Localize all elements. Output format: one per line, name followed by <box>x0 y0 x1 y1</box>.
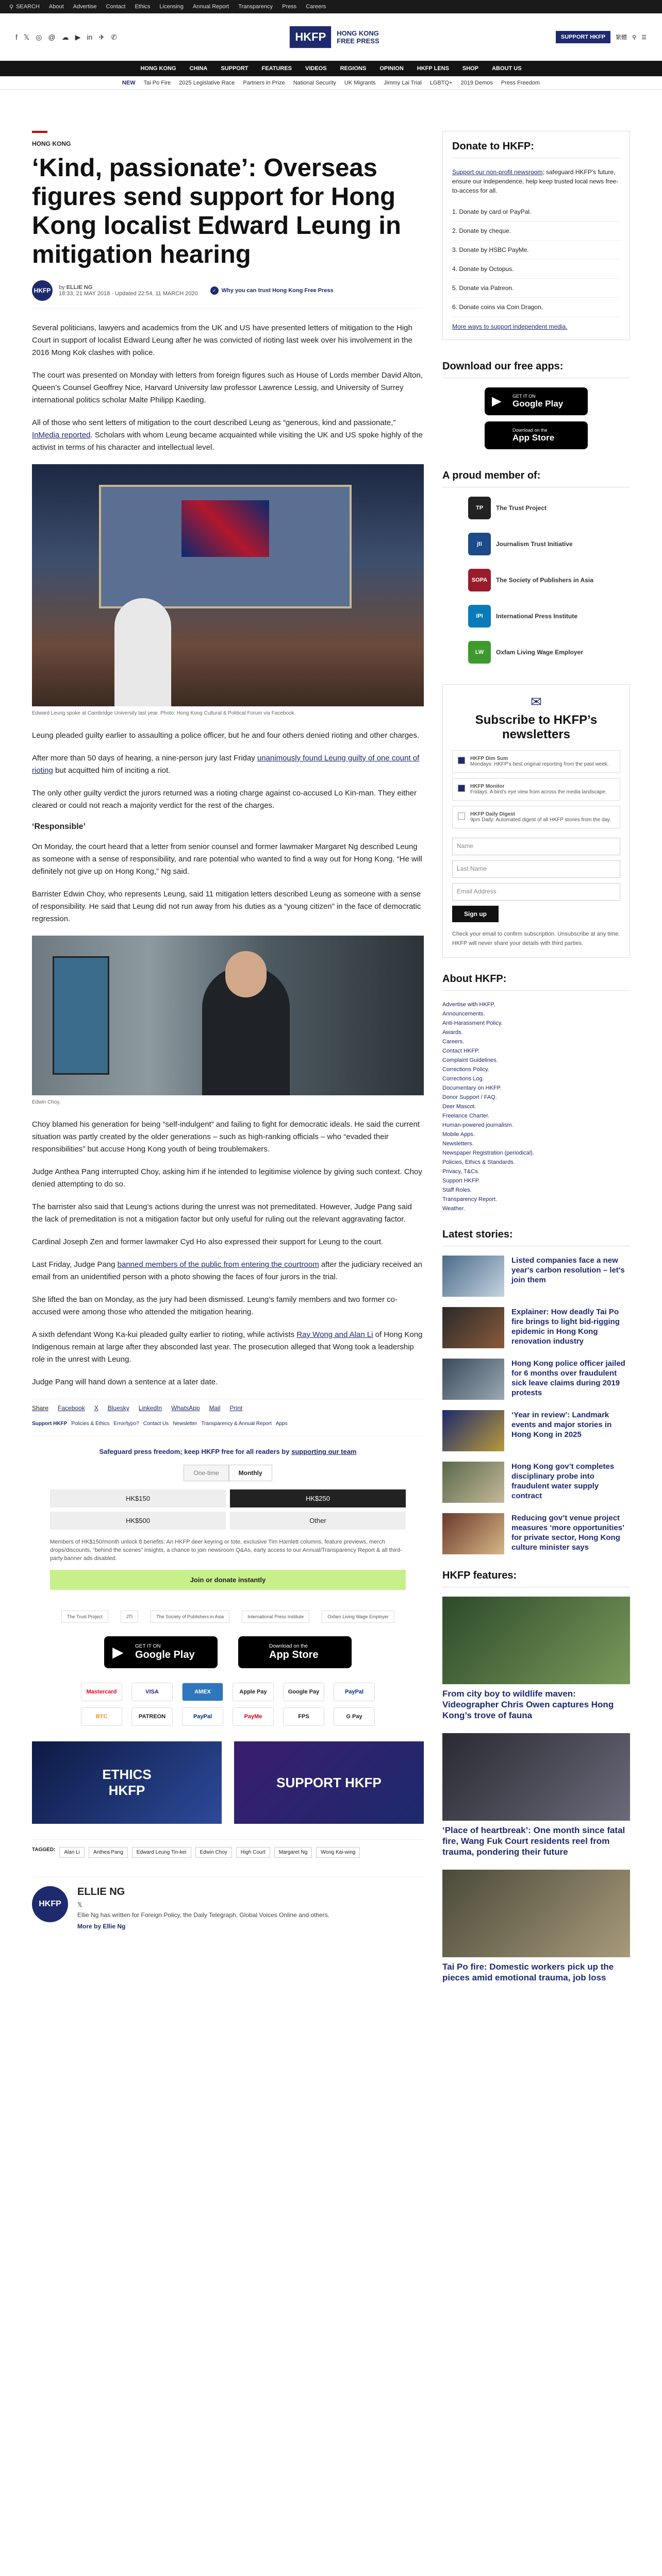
nav-china[interactable]: CHINA <box>189 65 208 72</box>
story-title: Hong Kong police officer jailed for 6 months over fraudulent sick leave claims during 2019 protests <box>511 1359 625 1397</box>
payment-logo: PATREON <box>131 1707 173 1726</box>
frequency-toggle <box>32 1465 424 1481</box>
bluesky-icon[interactable]: ☁ <box>61 32 69 41</box>
about-link[interactable]: Deer Mascot. <box>442 1104 476 1110</box>
trending-item[interactable]: 2025 Legislative Race <box>179 79 235 86</box>
paragraph-text: All of those who sent letters of mitigation to the court described Leung as “generous, kind and passionate,” <box>32 418 396 427</box>
trust-icon: ✓ <box>210 286 219 295</box>
about-link[interactable]: Newsletters. <box>442 1141 474 1147</box>
top-link-press[interactable]: Press <box>282 4 297 10</box>
amount-option-other[interactable]: Other <box>230 1512 406 1530</box>
membership-perks: Members of HK$150/month unlock 8 benefits: An HKFP deer keyring or tote, exclusive Tim Hamlett columns, feature previews, merch drops/discounts, “behind the scenes” insights, a chance to join newsroom Q&As, early access to our Annual/Transparency Report & all third-party banner ads disabled. <box>50 1539 402 1562</box>
paragraph: On Monday, the court heard that a letter from senior counsel and former lawmaker Margaret Ng described Leung as someone with a sense of responsibility, and rare potential who wanted to find a way out for Hong Kong. “He will definitely not give up on Hong Kong,” Ng said. <box>32 842 422 876</box>
top-link-annual-report[interactable]: Annual Report <box>192 4 229 10</box>
author-avatar[interactable]: HKFP <box>32 280 53 301</box>
story-thumb <box>442 1410 504 1451</box>
image-caption: Edwin Choy. <box>32 1099 61 1105</box>
badge-small-text: GET IT ON <box>512 394 536 399</box>
partner-logo[interactable]: The Society of Publishers in Asia <box>151 1611 229 1623</box>
trust-project-icon: TP <box>468 497 491 519</box>
by-label: by <box>59 284 65 291</box>
donate-box-text <box>452 167 620 195</box>
nav-videos[interactable]: VIDEOS <box>305 65 327 72</box>
donate-options <box>452 202 620 317</box>
tag[interactable]: High Court <box>236 1847 270 1858</box>
newsletter-box <box>442 684 630 958</box>
feature-card[interactable] <box>442 1870 630 1983</box>
newsletter-title: Subscribe to HKFP’s newsletters <box>475 713 598 741</box>
story-card[interactable] <box>442 1462 630 1503</box>
image-caption: Edward Leung spoke at Cambridge University last year. Photo: Hong Kong Cultural & Political Forum via Facebook. <box>32 710 296 716</box>
feature-title: From city boy to wildlife maven: Videographer Chris Owen captures Hong Kong’s trove of fauna <box>442 1689 614 1720</box>
about-link[interactable]: Mobile Apps. <box>442 1131 475 1138</box>
trending-item[interactable]: 2019 Demos <box>460 79 493 86</box>
top-link-advertise[interactable]: Advertise <box>73 4 97 10</box>
paragraph: Choy blamed his generation for being “self-indulgent” and failing to fight for democratic ideals. He said the current situation was partly created by the older generations – such as high-ranking officials – who “evaded their responsibilities” but accuse Hong Kong youth of being troublemakers. <box>32 1120 420 1154</box>
nav-opinion[interactable]: OPINION <box>379 65 404 72</box>
badge-big-text: App Store <box>512 433 555 443</box>
paragraph-text: A sixth defendant Wong Ka-kui pleaded guilty earlier to rioting, while activists <box>32 1330 297 1339</box>
tag[interactable]: Edward Leung Tin-kei <box>132 1847 191 1858</box>
trending-item[interactable]: National Security <box>293 79 336 86</box>
newsletter-option[interactable] <box>452 750 620 773</box>
payment-logo: PayPal <box>182 1707 223 1726</box>
about-link[interactable]: Documentary on HKFP. <box>442 1085 502 1091</box>
story-title: Listed companies face a new year's carbon resolution – let's join them <box>511 1256 625 1284</box>
nav-lens[interactable]: HKFP LENS <box>417 65 449 72</box>
author-bio: Ellie Ng has written for Foreign Policy, the Daily Telegraph, Global Voices Online and others. <box>77 1911 330 1919</box>
about-link[interactable]: Announcements. <box>442 1011 485 1017</box>
story-card[interactable] <box>442 1359 630 1400</box>
footer-link[interactable]: Policies & Ethics <box>71 1421 110 1427</box>
app-store-badges <box>32 1636 424 1668</box>
paragraph: The barrister also said that Leung’s actions during the unrest was not premeditated. However, Judge Pang said the lack of premeditation is not a mitigation factor but only useful for ruling out the relevant aggravating factor. <box>32 1202 412 1224</box>
safeguard-text <box>32 1448 424 1455</box>
trending-item[interactable]: Partners in Prize <box>243 79 285 86</box>
payment-logo: BTC <box>81 1707 122 1726</box>
signup-button[interactable]: Sign up <box>452 906 499 922</box>
kicker-bar <box>32 131 47 133</box>
about-link[interactable]: Corrections Log. <box>442 1076 484 1082</box>
tags <box>32 1839 424 1858</box>
latest-stories <box>442 1256 630 1554</box>
paragraph: Judge Anthea Pang interrupted Choy, asking him if he intended to legitimise violence by giving such context. Choy denied attempting to do so. <box>32 1167 422 1189</box>
newsletter-desc: 9pm Daily: Automated digest of all HKFP stories from the day. <box>470 817 611 823</box>
trending-item[interactable]: Jimmy Lai Trial <box>384 79 422 86</box>
feature-title: Tai Po fire: Domestic workers pick up the pieces amid emotional trauma, job loss <box>442 1962 614 1982</box>
envelope-icon: ✉ <box>531 694 542 709</box>
about-links <box>442 1000 630 1213</box>
article-title: ‘Kind, passionate’: Overseas figures send support for Hong Kong localist Edward Leung in mitigation hearing <box>32 154 401 268</box>
about-link[interactable]: Weather. <box>442 1206 465 1212</box>
badge-small-text: Download on the <box>269 1643 308 1649</box>
threads-icon[interactable]: @ <box>48 32 56 41</box>
tag[interactable]: Anthea Pang <box>89 1847 128 1858</box>
facebook-icon[interactable]: f <box>15 32 18 41</box>
top-search[interactable]: ⚲ SEARCH <box>9 4 40 10</box>
about-link[interactable]: Support HKFP. <box>442 1178 480 1184</box>
nav-about[interactable]: ABOUT US <box>492 65 522 72</box>
about-link[interactable]: Donor Support / FAQ. <box>442 1094 497 1100</box>
partner-logos <box>32 1611 424 1623</box>
paragraph <box>32 752 424 777</box>
top-link-contact[interactable]: Contact <box>106 4 126 10</box>
menu-icon[interactable]: ☰ <box>641 34 647 41</box>
nav-features[interactable]: FEATURES <box>261 65 292 72</box>
footer-link[interactable]: Error/typo? <box>113 1421 139 1427</box>
trending-item[interactable]: Tai Po Fire <box>143 79 171 86</box>
newsletter-desc: Fridays: A bird's eye view from across the media landscape. <box>470 789 607 795</box>
name-input[interactable]: Name <box>452 838 620 855</box>
feature-thumb <box>442 1733 630 1821</box>
member-name: Journalism Trust Initiative <box>496 540 573 548</box>
paragraph: Leung pleaded guilty earlier to assaulting a police officer, but he and four others denied rioting and other charges. <box>32 731 420 740</box>
about-link[interactable]: Contact HKFP. <box>442 1048 479 1054</box>
support-team-link[interactable]: supporting our team <box>291 1448 357 1455</box>
amount-option-selected[interactable]: HK$250 <box>230 1489 406 1507</box>
article-category[interactable]: HONG KONG <box>32 140 71 147</box>
about-link[interactable]: Human-powered journalism. <box>442 1122 514 1128</box>
footer-link[interactable]: Newsletter <box>173 1421 197 1427</box>
nav-regions[interactable]: REGIONS <box>340 65 367 72</box>
member-name: Oxfam Living Wage Employer <box>496 649 583 656</box>
about-link[interactable]: Awards. <box>442 1029 463 1036</box>
support-button[interactable]: SUPPORT HKFP <box>556 31 610 43</box>
telegram-icon[interactable]: ✈ <box>98 32 105 41</box>
story-card[interactable] <box>442 1513 630 1554</box>
member-name: The Society of Publishers in Asia <box>496 577 593 584</box>
feature-card[interactable] <box>442 1733 630 1857</box>
article-date: 18:33, 21 MAY 2018 · Updated 22:54, 11 MARCH 2020 <box>59 291 198 297</box>
newsletter-name: HKFP Monitor <box>470 784 505 789</box>
support-newsroom-link[interactable]: Support our non-profit newsroom <box>452 168 543 176</box>
share-mail[interactable]: Mail <box>209 1404 221 1412</box>
last-name-input[interactable]: Last Name <box>452 860 620 878</box>
donate-option[interactable]: 1. Donate by card or PayPal. <box>452 202 620 222</box>
linkedin-icon[interactable]: in <box>87 32 93 41</box>
about-link[interactable]: Careers. <box>442 1039 465 1045</box>
donate-option[interactable]: 4. Donate by Octopus. <box>452 260 620 279</box>
member-logo[interactable] <box>468 569 630 591</box>
paragraph <box>32 417 424 454</box>
story-card[interactable] <box>442 1410 630 1451</box>
more-by-author-link[interactable]: More by Ellie Ng <box>77 1923 126 1930</box>
safeguard-label: Safeguard press freedom; keep HKFP free for all readers by <box>99 1448 292 1455</box>
newsletter-note: Check your email to confirm subscription. Unsubscribe at any time. HKFP will never share your details with third parties. <box>452 931 620 946</box>
footer-links <box>32 1417 424 1436</box>
language-switch[interactable]: 繁體 <box>616 35 627 41</box>
promo-banners <box>32 1741 424 1824</box>
apps-title: Download our free apps: <box>442 361 630 378</box>
paragraph-text: . Scholars with whom Leung became acquainted while visiting the UK and US spoke highly of the activist in terms of his character and intellectual level. <box>32 431 423 452</box>
ray-wong-link[interactable]: Ray Wong and Alan Li <box>296 1330 373 1339</box>
author-name[interactable]: ELLIE NG <box>66 284 93 291</box>
story-title: Reducing gov’t venue project measures ‘more opportunities’ for private sector, Hong Kong culture minister says <box>511 1514 624 1552</box>
one-time-tab[interactable]: One-time <box>184 1465 228 1481</box>
member-title: A proud member of: <box>442 470 630 487</box>
app-store-badge[interactable] <box>238 1636 352 1668</box>
about-link[interactable]: Anti-Harassment Policy. <box>442 1020 503 1026</box>
tag[interactable]: Edwin Choy <box>195 1847 232 1858</box>
feature-card[interactable] <box>442 1597 630 1721</box>
checkbox-checked[interactable] <box>458 785 465 792</box>
share-facebook[interactable]: Facebook <box>58 1404 85 1412</box>
sidebar-app-store-badge[interactable] <box>485 421 588 449</box>
donate-box-title: Donate to HKFP: <box>452 141 620 158</box>
badge-small-text: GET IT ON <box>135 1643 161 1649</box>
footer-link[interactable]: Transparency & Annual Report <box>201 1421 272 1427</box>
top-link-careers[interactable]: Careers <box>306 4 326 10</box>
payment-logo: AMEX <box>182 1683 223 1701</box>
guilty-verdict-link[interactable]: unanimously found Leung guilty of one count of rioting <box>32 754 420 775</box>
payment-logo: PayPal <box>334 1683 375 1701</box>
badge-big-text: App Store <box>269 1649 319 1660</box>
payment-logo: Mastercard <box>81 1683 122 1701</box>
support-banner[interactable]: SUPPORT HKFP <box>234 1741 424 1824</box>
monthly-tab[interactable]: Monthly <box>229 1465 272 1481</box>
join-button[interactable]: Join or donate instantly <box>50 1570 406 1590</box>
story-card[interactable] <box>442 1256 630 1297</box>
about-link[interactable]: Transparency Report. <box>442 1196 497 1202</box>
sopa-icon: SOPA <box>468 569 491 591</box>
badge-small-text: Download on the <box>512 428 548 433</box>
instagram-icon[interactable]: ◎ <box>36 32 42 41</box>
member-logo[interactable] <box>468 533 630 555</box>
newsletter-desc: Mondays: HKFP's best original reporting from the past week. <box>470 761 609 767</box>
story-thumb <box>442 1359 504 1400</box>
feature-thumb <box>442 1870 630 1957</box>
footer-link[interactable]: Apps <box>275 1421 288 1427</box>
share-label: Share <box>32 1404 49 1412</box>
paragraph: Cardinal Joseph Zen and former lawmaker Cyd Ho also expressed their support for Leung to the court. <box>32 1238 384 1246</box>
about-link[interactable]: Advertise with HKFP. <box>442 1002 495 1008</box>
edward-leung-photo <box>32 464 424 706</box>
share-print[interactable]: Print <box>229 1404 243 1412</box>
trending-item[interactable]: LGBTQ+ <box>429 79 453 86</box>
member-name: International Press Institute <box>496 613 578 620</box>
header-actions <box>556 31 647 43</box>
paragraph: Barrister Edwin Choy, who represents Leung, said 11 mitigation letters described Leung as someone with a sense of responsibility. He said that Leung did not run away from his duties as a “young citizen” in the face of democratic regression. <box>32 890 421 923</box>
email-input[interactable]: Email Address <box>452 883 620 901</box>
about-title: About HKFP: <box>442 973 630 991</box>
story-title: Hong Kong gov’t completes disciplinary probe into fraudulent water supply contract <box>511 1462 615 1500</box>
article <box>32 131 424 1995</box>
story-thumb <box>442 1462 504 1503</box>
site-header <box>0 13 662 61</box>
badge-big-text: Google Play <box>512 399 564 409</box>
jti-icon: jti <box>468 533 491 555</box>
x-icon[interactable]: 𝕏 <box>23 32 30 41</box>
story-title: ‘Year in review’: Landmark events and major stories in Hong Kong in 2025 <box>511 1411 612 1439</box>
paragraph: Judge Pang will hand down a sentence at a later date. <box>32 1378 218 1386</box>
about-link[interactable]: Complaint Guidelines. <box>442 1057 498 1063</box>
author-box <box>32 1876 424 1930</box>
member-name: The Trust Project <box>496 504 547 512</box>
amount-options <box>50 1489 406 1530</box>
youtube-icon[interactable]: ▶ <box>75 32 81 41</box>
trending-item[interactable]: UK Migrants <box>344 79 376 86</box>
newsletter-option[interactable] <box>452 806 620 828</box>
trust-label: Why you can trust Hong Kong Free Press <box>221 287 334 294</box>
donate-box-text-span: ; safeguard HKFP's future, ensure our independence, help keep trusted local news free-to-access for all. <box>452 168 619 194</box>
tag[interactable]: Margaret Ng <box>274 1847 312 1858</box>
public-ban-link[interactable]: banned members of the public from entering the courtroom <box>117 1260 319 1269</box>
member-logo[interactable] <box>468 497 630 519</box>
partner-logo[interactable]: The Trust Project <box>61 1611 108 1623</box>
story-title: Explainer: How deadly Tai Po fire brings to light bid-rigging epidemic in Hong Kong renovation industry <box>511 1308 620 1346</box>
feature-thumb <box>442 1597 630 1684</box>
paragraph: Several politicians, lawyers and academics from the UK and US have presented letters of mitigation to the High Court in support of localist Edward Leung after he was convicted of rioting last week over his involvement in the 2016 Mong Kok clashes with police. <box>32 324 412 357</box>
partner-logo[interactable]: Oxfam Living Wage Employer <box>322 1611 394 1623</box>
oxfam-icon: LW <box>468 641 491 664</box>
nav-support[interactable]: SUPPORT <box>221 65 249 72</box>
donate-option[interactable]: 5. Donate via Patreon. <box>452 279 620 298</box>
donation-widget <box>32 1448 424 1590</box>
whatsapp-icon[interactable]: ✆ <box>111 32 117 41</box>
share-bluesky[interactable]: Bluesky <box>107 1404 129 1412</box>
payment-methods <box>32 1683 424 1726</box>
about-link[interactable]: Policies, Ethics & Standards. <box>442 1159 515 1165</box>
paragraph: The only other guilty verdict the jurors returned was a rioting charge against co-accused Lo Kin-man. They either cleared or could not reach a majority verdict for the rest of the charges. <box>32 789 417 810</box>
partner-logo[interactable]: International Press Institute <box>242 1611 309 1623</box>
tag[interactable]: Wong Kai-wing <box>316 1847 360 1858</box>
story-thumb <box>442 1513 504 1554</box>
byline <box>32 280 424 309</box>
about-link[interactable]: Privacy, T&Cs. <box>442 1168 479 1175</box>
search-icon: ⚲ <box>9 4 14 10</box>
newsletter-name: HKFP Daily Digest <box>470 811 516 817</box>
about-link[interactable]: Staff Roles. <box>442 1187 472 1193</box>
header-search-icon[interactable]: ⚲ <box>632 34 637 41</box>
story-card[interactable] <box>442 1307 630 1348</box>
story-thumb <box>442 1307 504 1348</box>
author-box-avatar[interactable]: HKFP <box>32 1886 68 1922</box>
paragraph: The court was presented on Monday with letters from foreign figures such as House of Lords member David Alton, Queen’s Counsel Geoffrey Nice, Harvard University law professor Lawrence Lessig, and University of Surrey international politics scholar Malte Philipp Kaeding. <box>32 371 423 404</box>
section-heading: ‘Responsible’ <box>32 822 86 831</box>
google-play-icon: ▶ <box>492 394 502 408</box>
donate-box <box>442 131 630 340</box>
checkbox[interactable] <box>458 812 465 820</box>
about-link[interactable]: Corrections Policy. <box>442 1066 489 1073</box>
nav-shop[interactable]: SHOP <box>462 65 479 72</box>
trending-item[interactable]: Press Freedom <box>501 79 540 86</box>
sidebar <box>442 131 630 1995</box>
footer-link[interactable]: Contact Us <box>143 1421 169 1427</box>
story-thumb <box>442 1256 504 1297</box>
more-ways-link[interactable]: More ways to support independent media. <box>452 323 568 330</box>
member-logo[interactable] <box>468 641 630 664</box>
trust-link[interactable] <box>210 286 334 295</box>
top-link-licensing[interactable]: Licensing <box>159 4 184 10</box>
amount-option[interactable]: HK$150 <box>50 1489 226 1507</box>
donate-option[interactable]: 3. Donate by HSBC PayMe. <box>452 241 620 260</box>
paragraph-text: after the judiciary received an email from an unidentified person with a photo showing the faces of four jurors in the trial. <box>32 1260 422 1281</box>
donate-option[interactable]: 2. Donate by cheque. <box>452 222 620 241</box>
about-link[interactable]: Newspaper Registration (periodical). <box>442 1150 534 1156</box>
ipi-icon: IPI <box>468 605 491 628</box>
trending-label: NEW <box>122 79 136 86</box>
twitter-icon[interactable]: 𝕏 <box>77 1901 82 1908</box>
features-title: HKFP features: <box>442 1570 630 1587</box>
payment-logo: Apple Pay <box>233 1683 274 1701</box>
badge-big-text: Google Play <box>135 1649 195 1660</box>
share-x[interactable]: X <box>94 1404 98 1412</box>
author-box-name[interactable]: ELLIE NG <box>77 1886 125 1897</box>
tags-label: TAGGED: <box>32 1847 56 1853</box>
newsletter-name: HKFP Dim Sum <box>470 756 508 761</box>
edwin-choy-photo <box>32 936 424 1095</box>
checkbox-checked[interactable] <box>458 757 465 764</box>
share-whatsapp[interactable]: WhatsApp <box>171 1404 200 1412</box>
payment-logo: PayMe <box>233 1707 274 1726</box>
share-linkedin[interactable]: LinkedIn <box>138 1404 162 1412</box>
ethics-banner[interactable]: ETHICS HKFP <box>32 1741 222 1824</box>
top-link-transparency[interactable]: Transparency <box>238 4 273 10</box>
paragraph-text: Last Friday, Judge Pang <box>32 1260 118 1269</box>
google-play-icon: ▶ <box>112 1644 124 1660</box>
partner-logo[interactable]: JTI <box>121 1611 139 1623</box>
feature-title: ‘Place of heartbreak’: One month since fatal fire, Wang Fuk Court residents reel from trauma, pondering their future <box>442 1825 625 1857</box>
paragraph <box>32 1329 424 1366</box>
tag[interactable]: Alan Li <box>59 1847 85 1858</box>
top-link-ethics[interactable]: Ethics <box>135 4 151 10</box>
trending-bar <box>0 76 662 90</box>
inmedia-link[interactable]: InMedia reported <box>32 431 91 439</box>
top-link-about[interactable]: About <box>48 4 64 10</box>
paragraph: She lifted the ban on Monday, as the jury had been dismissed. Leung’s family members and two former co-accused were among those who attended the mitigation hearing. <box>32 1295 398 1316</box>
social-links <box>15 33 117 42</box>
top-bar <box>0 0 662 13</box>
share-bar <box>32 1399 424 1417</box>
newsletter-option[interactable] <box>452 778 620 801</box>
payment-logo: Google Pay <box>283 1683 324 1701</box>
donate-option[interactable]: 6. Donate coins via Coin Dragon. <box>452 298 620 317</box>
latest-title: Latest stories: <box>442 1229 630 1246</box>
amount-option[interactable]: HK$500 <box>50 1512 226 1530</box>
nav-hong-kong[interactable]: HONG KONG <box>140 65 176 72</box>
paragraph <box>32 1259 424 1283</box>
sidebar-google-play-badge[interactable] <box>485 387 588 415</box>
payment-logo: VISA <box>131 1683 173 1701</box>
about-link[interactable]: Freelance Charter. <box>442 1113 490 1119</box>
footer-link[interactable]: Support HKFP <box>32 1421 68 1427</box>
payment-logo: FPS <box>283 1707 324 1726</box>
member-logo[interactable] <box>468 605 630 628</box>
main-nav <box>0 61 662 76</box>
paragraph-text: but acquitted him of inciting a riot. <box>53 766 171 775</box>
paragraph-text: of Hong Kong Indigenous remain at large after they absconded last year. The prosecution alleged that Wong took a leadership role in the unrest with Leung. <box>32 1330 423 1364</box>
google-play-badge[interactable] <box>104 1636 218 1668</box>
payment-logo: G Pay <box>334 1707 375 1726</box>
paragraph-text: After more than 50 days of hearing, a nine-person jury last Friday <box>32 754 257 762</box>
site-logo[interactable]: HKFP HONG KONG FREE PRESS <box>289 26 383 48</box>
